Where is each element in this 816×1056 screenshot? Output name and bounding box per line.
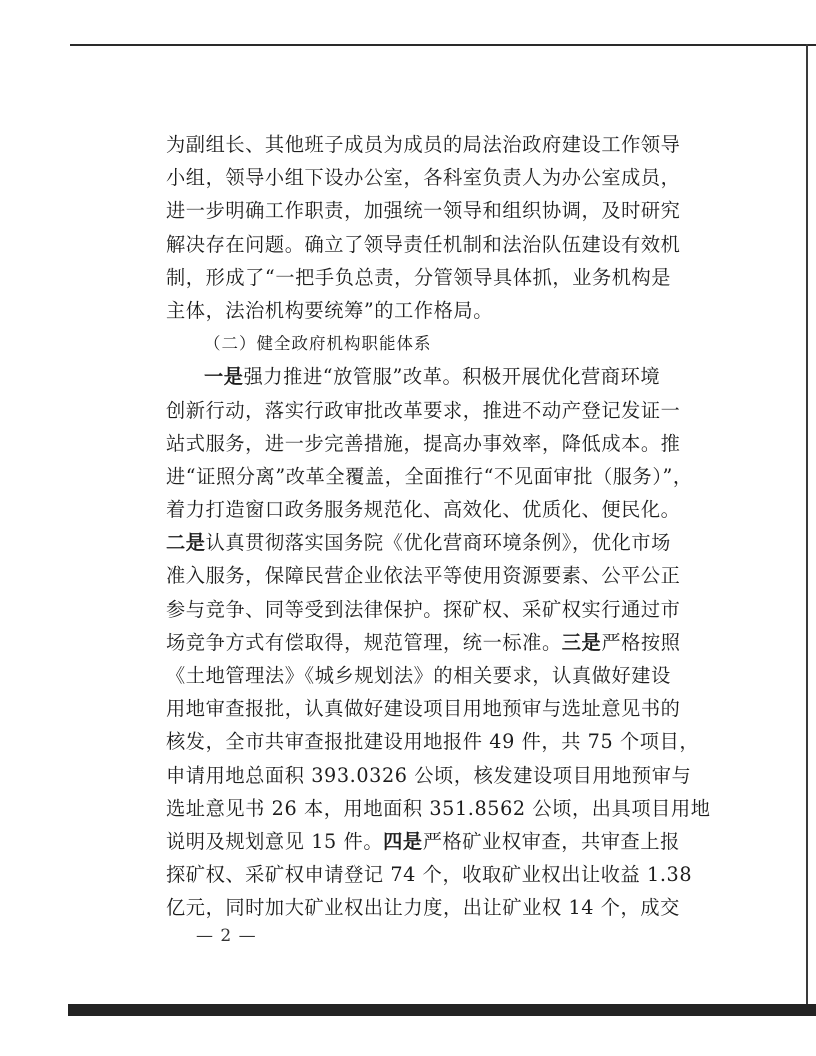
text-run: 主体，法治机构要统筹”的工作格局。 xyxy=(166,298,494,322)
text-run: 《土地管理法》《城乡规划法》的相关要求，认真做好建设 xyxy=(166,664,671,687)
text-run: 严格矿业权审查，共审查上报 xyxy=(422,829,680,853)
text-run: 小组，领导小组下设办公室，各科室负责人为办公室成员， xyxy=(166,166,681,190)
section-heading xyxy=(166,327,646,360)
text-run: 探矿权、采矿权申请登记 74 个，收取矿业权出让收益 1.38 xyxy=(166,863,693,887)
text-run: 强力推进“放管服”改革。积极开展优化营商环境 xyxy=(243,365,661,389)
body-line xyxy=(166,360,661,393)
body-line xyxy=(166,725,700,758)
body-line xyxy=(166,228,681,261)
body-line xyxy=(166,460,693,493)
text-run: 站式服务，进一步完善措施，提高办事效率，降低成本。推 xyxy=(166,431,681,455)
body-line xyxy=(166,626,681,659)
body-line xyxy=(166,891,680,924)
body-line xyxy=(166,858,693,891)
text-run: 参与竞争、同等受到法律保护。探矿权、采矿权实行通过市 xyxy=(166,597,681,621)
text-run: 进“证照分离”改革全覆盖，全面推行“不见面审批（服务）”， xyxy=(166,464,693,488)
scan-bottom-edge xyxy=(68,1004,816,1016)
body-line xyxy=(166,792,711,825)
body-line xyxy=(166,825,680,858)
body-line xyxy=(166,559,681,592)
text-run: 着力打造窗口政务服务规范化、高效化、优质化、便民化。 xyxy=(166,498,681,522)
body-line xyxy=(166,526,671,559)
body-line xyxy=(166,194,681,227)
text-run: 进一步明确工作职责，加强统一领导和组织协调，及时研究 xyxy=(166,199,681,223)
text-run: 严格按照 xyxy=(601,630,681,654)
body-line xyxy=(166,759,692,792)
text-run: 核发，全市共审查报批建设用地报件 49 件，共 75 个项目， xyxy=(166,730,700,754)
text-run: 说明及规划意见 15 件。 xyxy=(166,829,384,853)
text-run: 选址意见书 26 本，用地面积 351.8562 公顷，出具项目用地 xyxy=(166,796,711,820)
body-line xyxy=(166,294,646,327)
page-number: — 2 — xyxy=(196,926,257,946)
item-marker: 四是 xyxy=(383,829,423,853)
body-line xyxy=(166,427,681,460)
body-line xyxy=(166,394,681,427)
body-line xyxy=(166,692,681,725)
item-marker: 一是 xyxy=(204,365,244,389)
scan-top-edge xyxy=(70,44,816,46)
text-run: 创新行动，落实行政审批改革要求，推进不动产登记发证一 xyxy=(166,398,681,422)
text-run: 为副组长、其他班子成员为成员的局法治政府建设工作领导 xyxy=(166,133,681,156)
item-marker: 三是 xyxy=(561,630,602,654)
body-line xyxy=(166,128,681,161)
body-line xyxy=(166,493,681,526)
body-line xyxy=(166,593,681,626)
body-line xyxy=(166,161,681,194)
text-run: 申请用地总面积 393.0326 公顷，核发建设项目用地预审与 xyxy=(166,763,692,787)
text-run: 亿元，同时加大矿业权出让力度，出让矿业权 14 个，成交 xyxy=(166,896,680,920)
text-run: 认真贯彻落实国务院《优化营商环境条例》，优化市场 xyxy=(205,531,671,555)
body-line xyxy=(166,659,671,692)
text-run: 场竞争方式有偿取得，规范管理，统一标准。 xyxy=(166,630,562,654)
item-marker: 二是 xyxy=(166,531,206,555)
document-body xyxy=(166,128,711,925)
text-run: 准入服务，保障民营企业依法平等使用资源要素、公平公正 xyxy=(166,564,681,588)
section-heading-text: （二）健全政府机构职能体系 xyxy=(204,334,432,354)
text-run: 解决存在问题。确立了领导责任机制和法治队伍建设有效机 xyxy=(166,232,681,256)
text-run: 用地审查报批，认真做好建设项目用地预审与选址意见书的 xyxy=(166,697,681,721)
text-run: 制，形成了“一把手负总责，分管领导具体抓，业务机构是 xyxy=(166,265,672,289)
body-line xyxy=(166,261,672,294)
scan-right-edge xyxy=(806,44,808,1009)
